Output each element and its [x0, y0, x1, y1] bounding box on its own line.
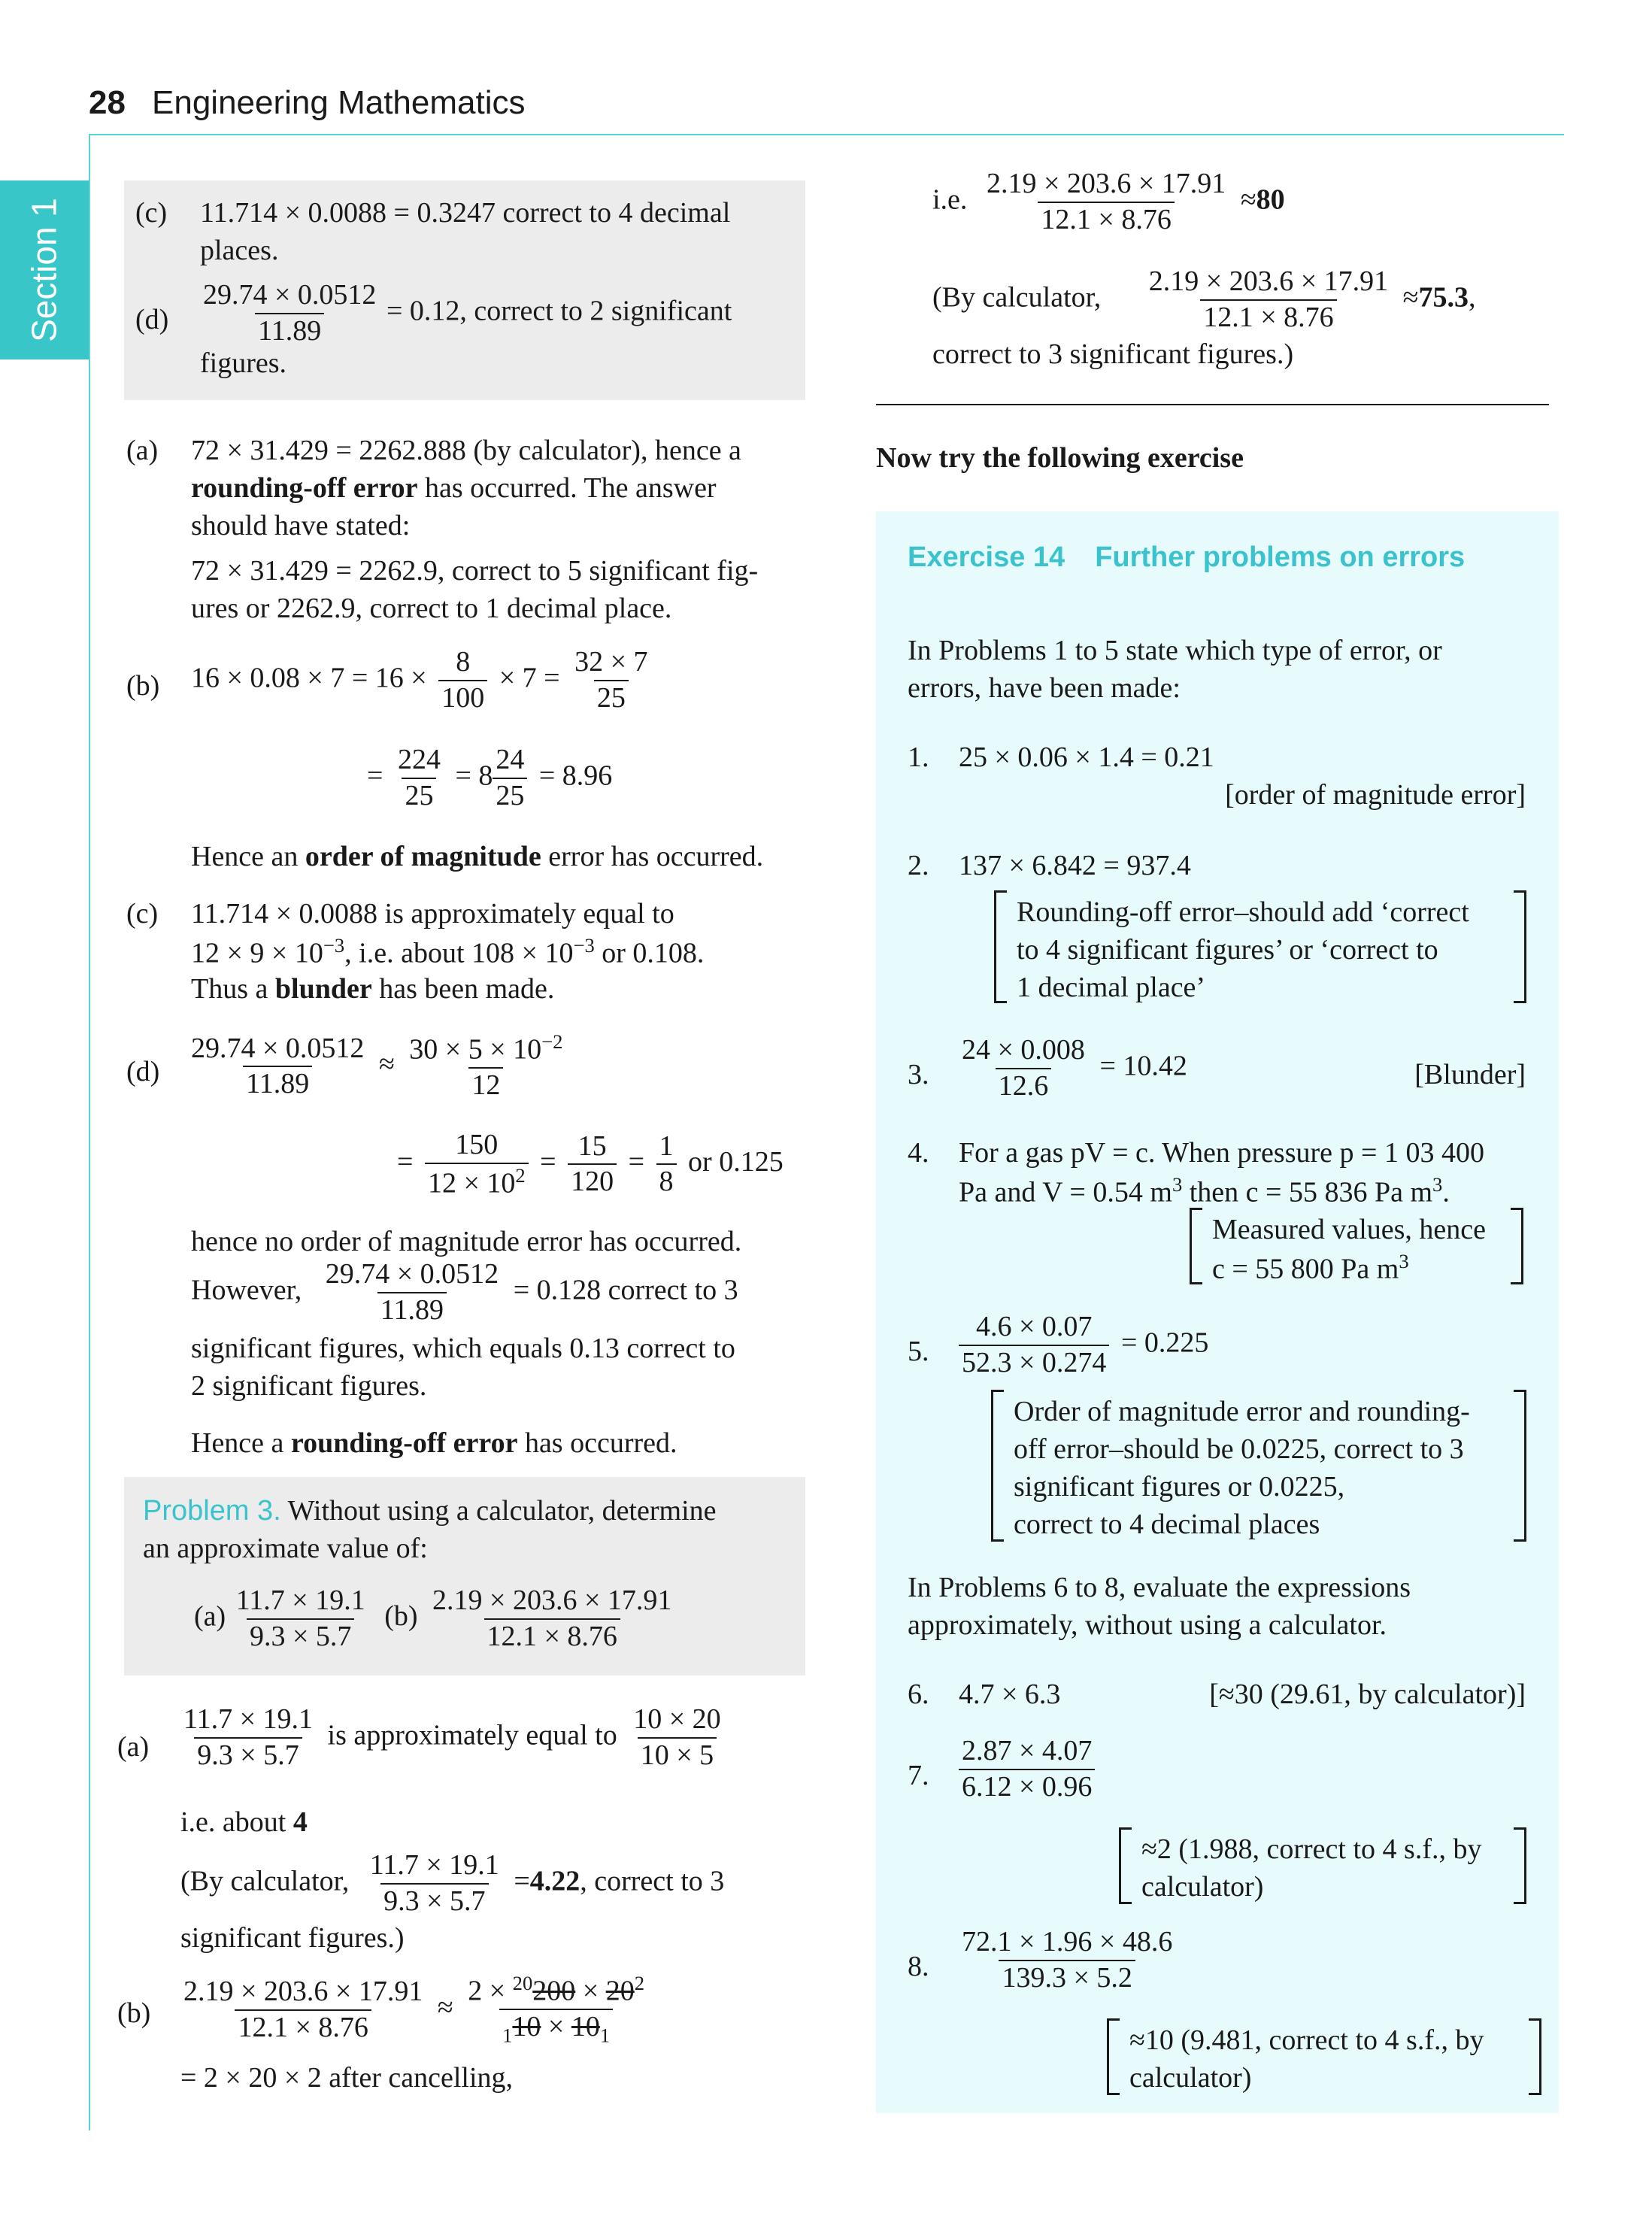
section-divider: [876, 404, 1549, 405]
sol-b-after: = 2 × 20 × 2 after cancelling,: [180, 2062, 514, 2094]
q2-expr: 137 × 6.842 = 937.4: [959, 850, 1191, 881]
q4-line2: Pa and V = 0.54 $m^3$ then c = 55 836 Pa $m^3$.: [959, 1173, 1450, 1208]
page-number: 28: [89, 84, 126, 121]
book-title: Engineering Mathematics: [152, 84, 526, 121]
q2-answer-line1: Rounding-off error–should add ‘correct: [1017, 896, 1469, 928]
label-c2: (c): [126, 898, 159, 929]
q3-expr: $\frac{24 \times 0.008}{12.6}$ = 10.42: [959, 1033, 1187, 1103]
a-line3: should have stated:: [191, 510, 411, 541]
q4-answer-line1: Measured values, hence: [1212, 1214, 1487, 1245]
b-expr2: = $\frac{224}{25}$ = 8 $\frac{24}{25}$ = 8.96: [367, 743, 612, 813]
q7-answer-line2: calculator): [1141, 1871, 1264, 1903]
q7-answer-line1: ≈2 (1.988, correct to 4 s.f., by: [1141, 1833, 1482, 1865]
d-text1: hence no order of magnitude error has occurred.: [191, 1226, 742, 1257]
label-sol-a: (a): [117, 1731, 150, 1763]
q5-answer-line3: significant figures or 0.0225,: [1014, 1471, 1345, 1503]
a-line2: rounding-off error has occurred. The answer: [191, 472, 717, 504]
q5-answer-line4: correct to 4 decimal places: [1014, 1509, 1320, 1541]
label-d2: (d): [126, 1056, 160, 1087]
q1-expr: 25 × 0.06 × 1.4 = 0.21: [959, 741, 1214, 773]
exercise-intro1: In Problems 1 to 5 state which type of error, or: [908, 635, 1442, 666]
q6-expr: 4.7 × 6.3: [959, 1679, 1061, 1710]
label-c: (c): [135, 197, 168, 229]
a-line1: 72 × 31.429 = 2262.888 (by calculator), hence a: [191, 435, 741, 466]
q2-answer-line2: to 4 significant figures’ or ‘correct to: [1017, 934, 1438, 966]
box1-c-text: 11.714 × 0.0088 = 0.3247 correct to 4 decimal: [200, 197, 731, 229]
q7-num: 7.: [908, 1760, 929, 1791]
now-try-heading: Now try the following exercise: [876, 442, 1244, 474]
q4-answer-line2: c = 55 800 Pa $m^3$: [1212, 1250, 1409, 1285]
q8-answer-line1: ≈10 (9.481, correct to 4 s.f., by: [1129, 2024, 1484, 2056]
exercise-intro3: In Problems 6 to 8, evaluate the expressions: [908, 1572, 1411, 1603]
q7-expr: $\frac{2.87 \times 4.07}{6.12 \times 0.96}$: [959, 1734, 1099, 1804]
q5-num: 5.: [908, 1336, 929, 1367]
q4-line1: For a gas pV = c. When pressure p = 1 03 400: [959, 1137, 1484, 1169]
sol-a-calc: (By calculator, $\frac{11.7 \times 19.1}{9.3 \times 5.7}$ =4.22, correct to 3: [180, 1848, 724, 1918]
q6-answer: [≈30 (29.61, by calculator)]: [1209, 1679, 1526, 1710]
q3-answer: [Blunder]: [1414, 1059, 1526, 1090]
q8-answer-line2: calculator): [1129, 2062, 1252, 2094]
q4-num: 4.: [908, 1137, 929, 1169]
right-calc: (By calculator, $\frac{2.19 \times 203.6 \times 17.91}{12.1 \times 8.76}$ ≈75.3,: [932, 265, 1476, 335]
problem-3-expressions: (a) $\frac{11.7 \times 19.1}{9.3 \times 5.7}$ (b) $\frac{2.19 \times 203.6 \times 17.91}{12.1 \times 8.76}$: [194, 1584, 679, 1654]
q8-expr: $\frac{72.1 \times 1.96 \times 48.6}{139.3 \times 5.2}$: [959, 1925, 1180, 1995]
q5-answer-line2: off error–should be 0.0225, correct to 3: [1014, 1433, 1464, 1466]
exercise-intro2: errors, have been made:: [908, 672, 1181, 704]
a-line5: ures or 2262.9, correct to 1 decimal place.: [191, 593, 672, 624]
exercise-intro4: approximately, without using a calculator.: [908, 1609, 1387, 1641]
q6-num: 6.: [908, 1679, 929, 1710]
sol-a-calc-l2: significant figures.): [180, 1922, 405, 1954]
d-expr1: $\frac{29.74 \times 0.0512}{11.89}$ ≈ $\frac{30 \times 5 \times 10^{-2}}{12}$: [188, 1030, 570, 1103]
b-conclusion: Hence an order of magnitude error has occurred.: [191, 841, 764, 872]
d-text4: 2 significant figures.: [191, 1370, 427, 1402]
box1-d-rest2: figures.: [200, 347, 287, 379]
q2-answer-line3: 1 decimal place’: [1017, 972, 1206, 1004]
c-line3: Thus a blunder has been made.: [191, 973, 555, 1005]
label-d: (d): [135, 304, 169, 335]
q8-answer-bracket: [1107, 2018, 1541, 2095]
q5-expr: $\frac{4.6 \times 0.07}{52.3 \times 0.274}$ = 0.225: [959, 1310, 1208, 1380]
q7-answer-bracket: [1119, 1827, 1526, 1904]
q2-num: 2.: [908, 850, 929, 881]
margin-rule: [89, 134, 90, 2130]
exercise-title: Exercise 14 Further problems on errors: [908, 541, 1466, 573]
label-sol-b: (b): [117, 1997, 151, 2029]
d-text3: significant figures, which equals 0.13 correct to: [191, 1333, 735, 1364]
q2-answer-bracket: [994, 890, 1526, 1003]
q4-answer-bracket: [1190, 1208, 1523, 1284]
d-text5: Hence a rounding-off error has occurred.: [191, 1427, 677, 1459]
q5-answer-line1: Order of magnitude error and rounding-: [1014, 1396, 1470, 1427]
q8-num: 8.: [908, 1951, 929, 1982]
sol-a-expr: $\frac{11.7 \times 19.1}{9.3 \times 5.7}$ is approximately equal to $\frac{10 \times 20}{10 \times 5}$: [180, 1703, 729, 1773]
box1-d-expr: $\frac{29.74 \times 0.0512}{11.89}$ = 0.12, correct to 2 significant: [200, 278, 732, 348]
q1-answer: [order of magnitude error]: [1225, 779, 1526, 811]
d-text2: However, $\frac{29.74 \times 0.0512}{11.89}$ = 0.128 correct to 3: [191, 1257, 738, 1327]
q3-num: 3.: [908, 1059, 929, 1090]
c-line2: $12 \times 9 \times 10^{-3}$, i.e. about $108 \times 10^{-3}$ or 0.108.: [191, 934, 705, 969]
label-b: (b): [126, 670, 160, 702]
sol-a-ie: i.e. about 4: [180, 1806, 308, 1838]
b-expr1: 16 × 0.08 × 7 = 16 × $\frac{8}{100}$ × 7 = $\frac{32 \times 7}{25}$: [191, 645, 656, 715]
problem-3-line1: Problem 3. Without using a calculator, determine: [143, 1495, 717, 1527]
right-ie: i.e. $\frac{2.19 \times 203.6 \times 17.91}{12.1 \times 8.76}$ ≈80: [932, 167, 1285, 237]
problem-3-line2: an approximate value of:: [143, 1533, 428, 1564]
right-calc-l2: correct to 3 significant figures.): [932, 338, 1294, 370]
d-expr2: = $\frac{150}{12 \times 10^2}$ = $\frac{15}{120}$ = $\frac{1}{8}$ or 0.125: [397, 1128, 784, 1201]
q5-answer-bracket: [991, 1390, 1526, 1542]
box1-c-text2: places.: [200, 235, 279, 266]
header-rule: [89, 134, 1564, 135]
label-a: (a): [126, 435, 159, 466]
c-line1: 11.714 × 0.0088 is approximately equal to: [191, 898, 674, 929]
section-tab: Section 1: [0, 180, 89, 359]
sol-b-expr: $\frac{2.19 \times 203.6 \times 17.91}{12.1 \times 8.76}$ ≈ $\frac{2 \times ^{20}200 \times 20^2}{_110 \times 10_1}$: [183, 1972, 644, 2047]
a-line4: 72 × 31.429 = 2262.9, correct to 5 significant fig-: [191, 555, 759, 587]
q1-num: 1.: [908, 741, 929, 773]
